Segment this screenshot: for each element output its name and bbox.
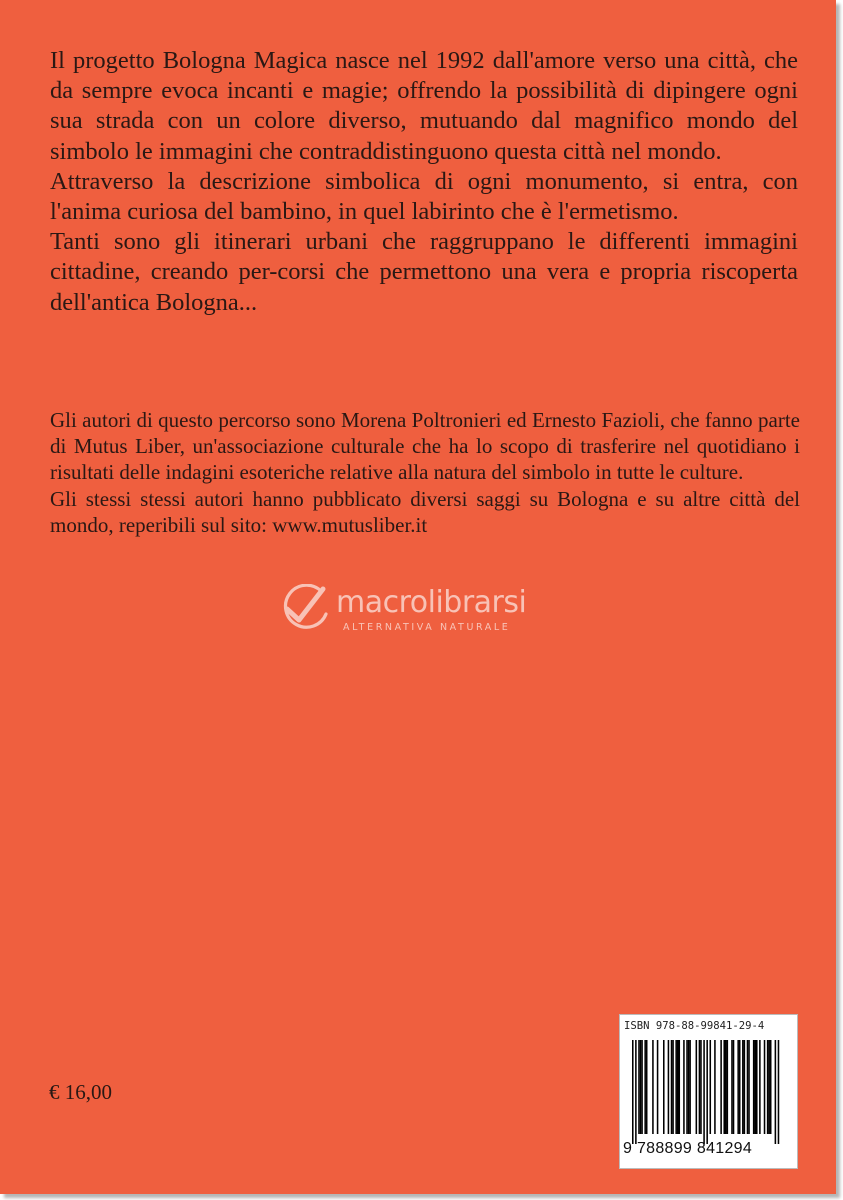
blurb-paragraph-3: Tanti sono gli itinerari urbani che raggruppano le differenti immagini cittadine, creando per-corsi che permettono una vera e propria riscoperta dell'antica Bologna... (50, 228, 798, 316)
isbn-label: ISBN 978-88-99841-29-4 (624, 1020, 765, 1032)
barcode-bar-19 (689, 1040, 691, 1134)
barcode-bar-29 (725, 1040, 727, 1134)
watermark-brand-name: macrolibrarsi (336, 585, 527, 620)
barcode-bar-26 (714, 1040, 716, 1134)
authors-note (50, 407, 800, 538)
barcode-bar-27 (720, 1040, 722, 1134)
authors-paragraph-2: Gli stessi stessi autori hanno pubblicato diversi saggi su Bologna e su altre città del mondo, reperibili sul sito: www.mutusliber.it (50, 486, 800, 537)
blurb-paragraph-1: Il progetto Bologna Magica nasce nel 1992 dall'amore verso una città, che da sempre evoca incanti e magie; offrendo la possibilità di dipingere ogni sua strada con un colore diverso, mutuando dal magnifico mondo del simbolo le immagini che contraddistinguono questa città nel mondo. (50, 47, 798, 165)
barcode-bar-17 (686, 1040, 688, 1134)
barcode-bar-45 (768, 1040, 770, 1134)
barcode-bar-21 (699, 1040, 701, 1134)
authors-paragraph-1: Gli autori di questo percorso sono Morena Poltronieri ed Ernesto Fazioli, che fanno parte di Mutus Liber, un'associazione culturale che ha lo scopo di trasferire nel quotidiano i risultati delle indagini esoteriche relative alla natura del simbolo in tutte le culture. (50, 408, 800, 485)
barcode-bar-31 (731, 1040, 733, 1134)
barcode-bar-33 (737, 1040, 739, 1134)
barcode-bar-24 (706, 1040, 708, 1144)
blurb-paragraph-2: Attraverso la descrizione simbolica di ogni monumento, si entra, con l'anima curiosa del bambino, in quel labirinto che è l'ermetismo. (50, 167, 798, 226)
barcode-bar-2 (638, 1040, 640, 1134)
barcode-bar-7 (652, 1040, 654, 1134)
barcode-bar-44 (767, 1040, 769, 1134)
barcode-bar-8 (657, 1040, 659, 1134)
watermark-tagline: ALTERNATIVA NATURALE (343, 622, 511, 633)
barcode-bar-42 (759, 1040, 761, 1134)
barcode-bar-15 (679, 1040, 681, 1134)
barcode-bar-28 (723, 1040, 725, 1134)
barcode-bar-47 (775, 1040, 777, 1144)
barcode-bar-41 (756, 1040, 758, 1134)
barcode-bar-4 (641, 1040, 643, 1134)
barcode-bar-13 (675, 1040, 677, 1134)
barcode-bar-11 (671, 1040, 673, 1134)
barcode-bar-14 (677, 1040, 679, 1134)
barcode-bar-16 (683, 1040, 685, 1134)
barcode-bars (632, 1040, 790, 1146)
barcode-bar-18 (688, 1040, 690, 1134)
barcode-bar-3 (640, 1040, 642, 1134)
barcode-bar-36 (744, 1040, 746, 1134)
barcode-bar-37 (747, 1040, 749, 1134)
barcode-bar-10 (668, 1040, 670, 1134)
price-label: € 16,00 (49, 1080, 112, 1104)
book-blurb (50, 46, 798, 318)
barcode-bar-5 (644, 1040, 646, 1134)
barcode-bar-38 (748, 1040, 750, 1134)
barcode-bar-22 (700, 1040, 702, 1134)
macrolibrarsi-watermark (274, 582, 574, 642)
isbn-barcode-panel (619, 1014, 798, 1169)
barcode-bar-43 (764, 1040, 766, 1134)
barcode-bar-20 (696, 1040, 698, 1134)
barcode-bar-12 (672, 1040, 674, 1134)
barcode-bar-6 (646, 1040, 648, 1134)
barcode-bar-23 (703, 1040, 705, 1144)
barcode-bar-40 (754, 1040, 756, 1134)
barcode-bar-9 (663, 1040, 665, 1134)
barcode-bar-34 (739, 1040, 741, 1134)
barcode-bar-39 (753, 1040, 755, 1134)
barcode-bar-46 (770, 1040, 772, 1134)
barcode-digits: 9 788899 841294 (623, 1140, 753, 1157)
barcode-bar-0 (632, 1040, 634, 1144)
barcode-bar-25 (710, 1040, 712, 1134)
barcode-bar-32 (733, 1040, 735, 1134)
barcode-bar-1 (635, 1040, 637, 1144)
barcode-bar-35 (742, 1040, 744, 1134)
barcode-bar-48 (778, 1040, 780, 1144)
barcode-bar-30 (727, 1040, 729, 1134)
swoosh-check-logo-icon (274, 584, 336, 630)
